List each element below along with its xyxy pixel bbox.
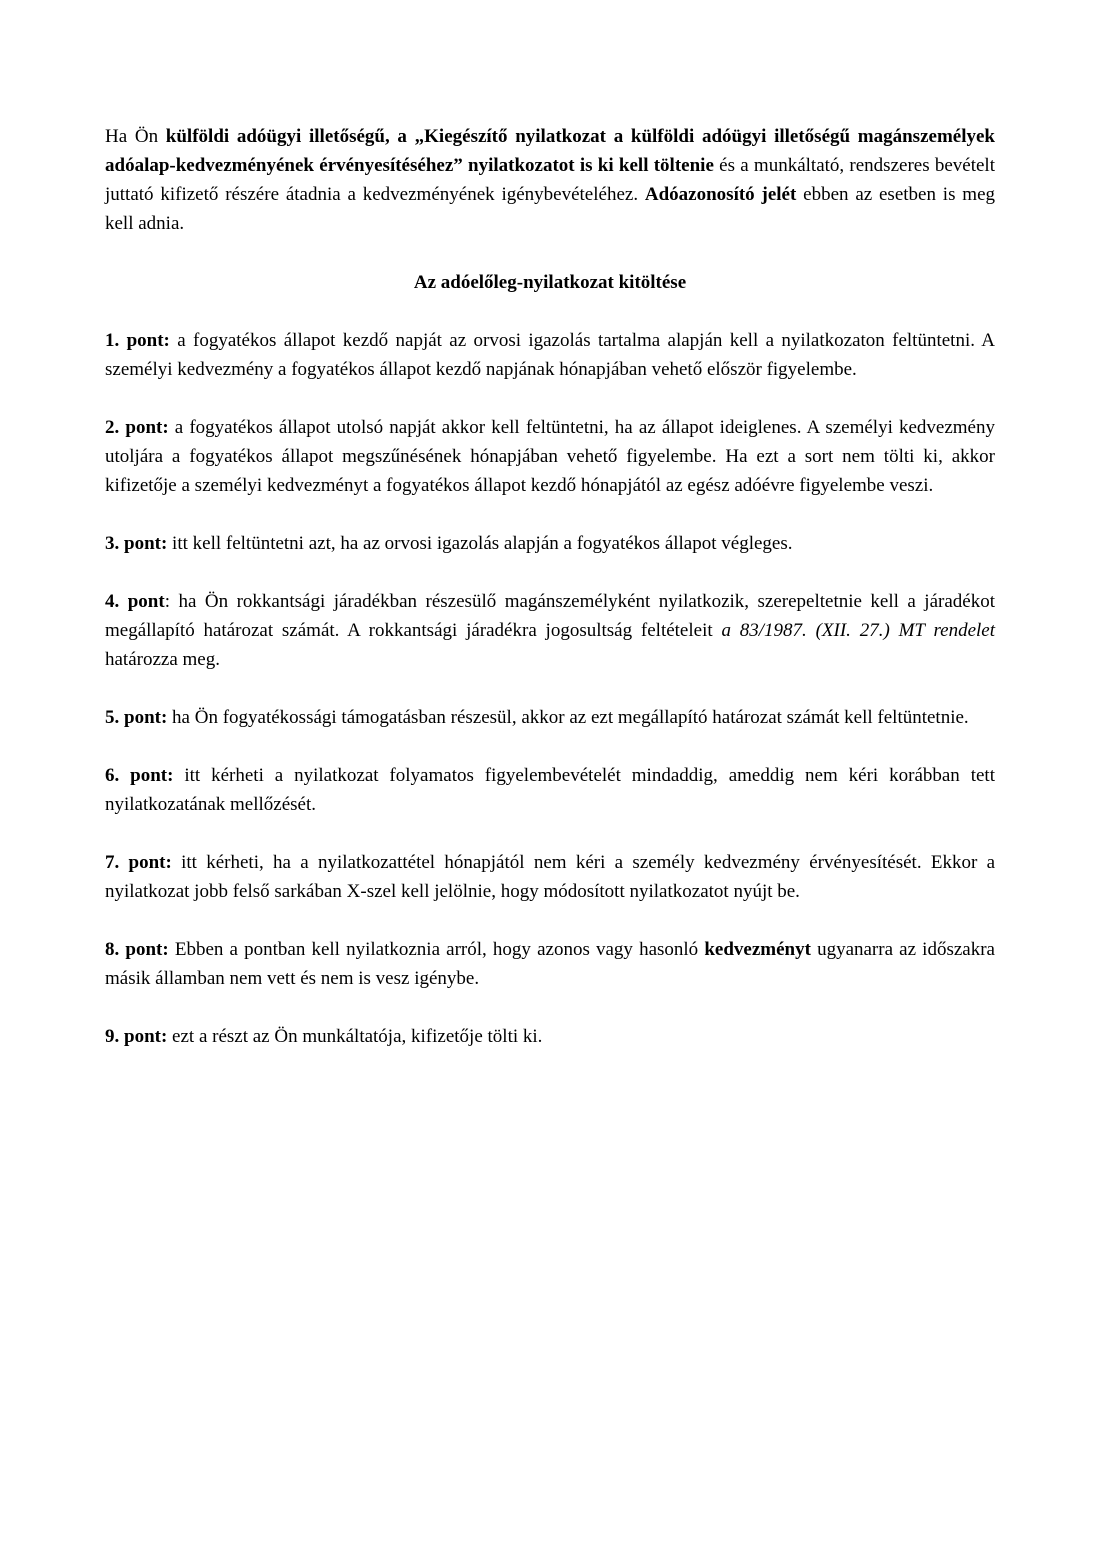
point-8 — [105, 935, 995, 993]
intro-bold-1: külföldi adóügyi illetőségű, a „Kiegészítő nyilatkozat a külföldi adóügyi illetőségű magánszemélyek adóalap-kedvezményének érvényesítéséhez” nyilatkozatot is ki kell töltenie — [105, 126, 995, 176]
point-text-after: határozza meg. — [105, 649, 220, 670]
document-page — [105, 122, 995, 1080]
point-9 — [105, 1022, 995, 1051]
point-label: 6. pont: — [105, 765, 174, 786]
point-6 — [105, 761, 995, 819]
point-label: 4. pont — [105, 591, 165, 612]
intro-paragraph — [105, 122, 995, 238]
point-3 — [105, 529, 995, 558]
point-2 — [105, 413, 995, 500]
point-text: ha Ön fogyatékossági támogatásban részesül, akkor az ezt megállapító határozat számát kell feltüntetnie. — [167, 707, 969, 728]
regulation-reference: a 83/1987. (XII. 27.) MT rendelet — [721, 620, 995, 641]
point-text: a fogyatékos állapot kezdő napját az orvosi igazolás tartalma alapján kell a nyilatkozaton feltüntetni. A személyi kedvezmény a fogyatékos állapot kezdő napjának hónapjában vehető először figyelembe. — [105, 330, 995, 380]
point-text: : ha Ön rokkantsági járadékban részesülő magánszemélyként nyilatkozik, szerepeltetnie kell a járadékot megállapító határozat számát. A rokkantsági járadékra jogosultság feltételeit — [105, 591, 995, 641]
point-label: 5. pont: — [105, 707, 168, 728]
section-title: Az adóelőleg-nyilatkozat kitöltése — [413, 272, 687, 293]
point-text: ezt a részt az Ön munkáltatója, kifizetője tölti ki. — [167, 1026, 543, 1047]
point-text: Ebben a pontban kell nyilatkoznia arról, hogy azonos vagy hasonló — [168, 939, 705, 960]
intro-text-3: ebben az esetben is meg kell adnia. — [105, 184, 996, 234]
point-7 — [105, 848, 995, 906]
point-label: 9. pont: — [105, 1026, 168, 1047]
point-text: itt kérheti a nyilatkozat folyamatos figyelembevételét mindaddig, ameddig nem kéri korábban tett nyilatkozatának mellőzését. — [105, 765, 995, 815]
point-text-after: ugyanarra az időszakra másik államban nem vett és nem is vesz igénybe. — [105, 939, 995, 989]
point-label: 1. pont: — [105, 330, 170, 351]
point-text: itt kell feltüntetni azt, ha az orvosi igazolás alapján a fogyatékos állapot végleges. — [167, 533, 793, 554]
point-text: itt kérheti, ha a nyilatkozattétel hónapjától nem kéri a személy kedvezmény érvényesítését. Ekkor a nyilatkozat jobb felső sarkában X-szel kell jelölnie, hogy módosított nyilatkozatot nyújt be. — [105, 852, 995, 902]
point-label: 2. pont: — [105, 417, 169, 438]
intro-text-2: és a munkáltató, rendszeres bevételt juttató kifizető részére átadnia a kedvezményének igénybevételéhez. — [105, 155, 995, 205]
point-text: a fogyatékos állapot utolsó napját akkor kell feltüntetni, ha az állapot ideiglenes. A személyi kedvezmény utoljára a fogyatékos állapot megszűnésének hónapjában vehető figyelembe. Ha ezt a sort nem tölti ki, akkor kifizetője a személyi kedvezményt a fogyatékos állapot kezdő hónapjától az egész adóévre figyelembe veszi. — [105, 417, 995, 496]
point-label: 7. pont: — [105, 852, 172, 873]
point-bold-word: kedvezményt — [704, 939, 811, 960]
intro-bold-2: Adóazonosító jelét — [644, 184, 797, 205]
point-1 — [105, 326, 995, 384]
point-label: 8. pont: — [105, 939, 169, 960]
point-4 — [105, 587, 995, 674]
intro-text-1: Ha Ön — [105, 126, 166, 147]
point-label: 3. pont: — [105, 533, 168, 554]
point-5 — [105, 703, 995, 732]
